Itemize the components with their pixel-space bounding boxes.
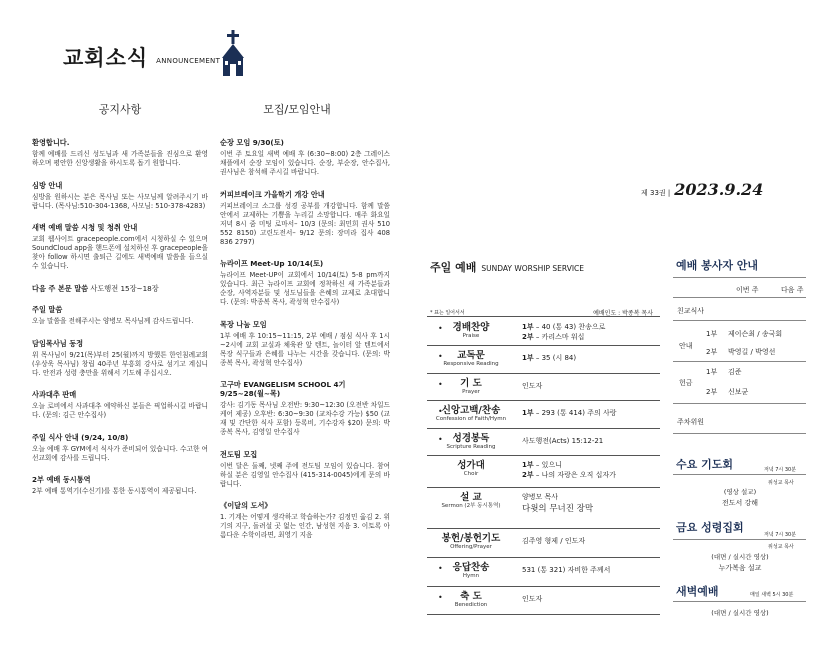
notice-item [220,380,390,437]
stand-marker: • [438,564,443,573]
notice-title-text: 고구마 EVANGELISM SCHOOL 4기 9/25~28(월~목) [220,380,346,398]
worship-item-name [427,433,515,451]
offering-2-names: 신보균 [728,388,749,396]
service-part: 1부 [522,461,534,469]
worship-item-name [427,322,515,340]
stand-marker: • [438,352,443,361]
wednesday-title: 수요 기도회 [676,458,733,471]
worship-item-ko: 응답찬송 [452,562,490,573]
standing-note: * 표는 일어서서 [430,310,465,316]
worship-item-detail: – 있으니 [533,461,562,469]
notice-body: 위 목사님이 9/21(목)부터 25(월)까지 방했튼 한인침례교회(우상욱 목사님) 창립 40주년 부흥회 강사로 섬기고 계십니다. 안전과 성령 충만을 위해서 기도해 주십시오. [32,350,208,377]
worship-item-detail: 김주영 형제 / 인도자 [522,537,586,545]
notice-item [32,475,208,496]
worship-item-detail: 사도행전(Acts) 15:12-21 [522,437,604,445]
recruit-title: 모집/모임안내 [263,103,331,116]
notice-body: 심방을 원하시는 분은 목사님 또는 사모님께 알려주시기 바랍니다. (목사님:510-304-1368, 사모님: 510-378-4283) [32,192,208,210]
worship-item-en: Choir [463,471,479,477]
notice-body: 1. 기계는 어떻게 생각하고 학습하는가? 김정민 옮김 2. 위기의 지구, 돌려설 곳 없는 인간, 남성현 지음 3. 이토록 아름다운 수학이라면, 최영기 지음 [220,513,390,539]
notice-title-text: 순장 모임 9/30(토) [220,138,284,147]
notice-title-text: 주일 식사 안내 (9/24, 10/8) [32,432,129,442]
notice-title [32,138,208,147]
notice-body: 교회 웹사이트 gracepeople.com에서 시청하실 수 있으며 SoundCloud app을 핸드폰에 설치하신 후 gracepeople을 찾아 follow 하시면 출퇴근 길에도 새벽예배 말씀을 들으실 수 있습니다. [32,235,208,270]
service-part: 2부 [522,471,534,479]
worship-item-content [522,436,603,446]
notice-item [32,390,208,420]
worship-item-name [427,350,515,368]
stand-marker: • [438,435,443,444]
notice-title-text: 환영합니다. [32,138,70,147]
notice-body: 이번 달은 둘째, 넷째 주에 전도팀 모임이 있습니다. 참여 하실 분은 김영일 안수집사 (415-314-0045)에게 문의 바랍니다. [220,461,390,488]
notice-title-detail: 사도행전 15장~18장 [88,283,159,293]
notice-item [220,450,390,489]
notice-title [32,305,208,314]
worship-item-name [427,533,515,551]
notice-body: 오늘 말씀을 전해주시는 양병모 목사님께 감사드립니다. [32,317,194,325]
worship-item-ko: 축 도 [460,591,482,602]
worship-item-name [427,591,515,609]
friday-leader: 위성교 목사 [768,544,794,550]
greeting-label: 친교식사 [677,307,705,315]
worship-item-ko: 신앙고백/찬송 [441,405,501,416]
friday-speaker: 누가복음 설교 [718,564,762,572]
notice-item [32,181,208,211]
divider [673,539,806,540]
worship-item-content [522,353,576,363]
divider [673,403,806,404]
notice-title-text: 커피브레이크 가을학기 개강 안내 [220,189,325,199]
notice-title-text: 심방 안내 [32,180,63,190]
offering-2-label: 2부 [706,388,718,396]
this-week-header: 이번 주 [736,286,759,294]
notice-title [32,223,208,232]
notice-body: 뉴라이프 Meet-UP이 교회에서 10/14(토) 5-8 pm까지 있습니다. 최근 뉴라이프 교회에 정착하신 새 가족분들과 순장, 사역자분들 및 성도님들을 은혜의 교제로 초대합니다. (문의: 박종복 목사, 곽성혁 안수집사) [220,271,390,306]
worship-item-ko: 설 교 [460,492,482,503]
notice-body: 강사: 김기동 목사님 오전반: 9:30~12:30 (오전반 차일드 케어 제공) 오후반: 6:30~9:30 (교차수강 가능) $50 (교재 및 간단한 식사 포함) 등록비, 기수강자 $20) 문의: 박종복 목사, 김영일 안수집사 [220,401,390,436]
guide-1-label: 1부 [706,330,718,338]
notice-title-text: 2부 예배 동시통역 [32,475,91,484]
worship-item-detail: – 35 (시 84) [533,354,577,362]
worship-title-en: SUNDAY WORSHIP SERVICE [481,264,585,273]
notice-title [32,475,208,484]
worship-item-en: Offering/Prayer [450,544,492,550]
service-title: 예배 봉사자 안내 [676,259,759,272]
worship-item-ko: 성경봉독 [452,433,490,444]
service-part: 2부 [522,333,534,341]
worship-item-detail: – 40 (통 43) 찬송으로 [533,323,606,331]
notice-title [220,450,390,459]
recruit-column [220,138,390,553]
divider [427,400,660,401]
worship-item-en: Sermon (2부 동시통역) [441,503,501,509]
worship-item-content [522,322,605,342]
notice-body: 2부 예배 통역기(수신기)를 통한 동시통역이 제공됩니다. [32,487,197,495]
divider [673,320,806,321]
divider [673,474,806,475]
worship-item-name [427,460,515,478]
guide-2-label: 2부 [706,348,718,356]
worship-item-name [427,562,515,580]
notice-title-text: 새벽 예배 말씀 시청 및 청취 안내 [32,223,138,232]
worship-item-detail: – 293 (통 414) 주의 사랑 [533,409,617,417]
divider [673,361,806,362]
notice-title-text: 사과대추 판매 [32,390,77,399]
dawn-sub: (대면 / 실시간 영상) [711,609,769,617]
next-week-header: 다음 주 [781,286,804,294]
friday-title: 금요 성령집회 [676,521,744,534]
notice-body: 커피브레이크 소그룹 성경 공부를 개강합니다. 함께 말씀 안에서 교제하는 기쁨을 누리길 소망합니다. 매주 화요일 저녁 8시 줌 미팅 로마서– 10/3 (문의: 최민희 권사 510 552 8150) 고린도전서– 9/12 문의: 장미라 집사 408 836 2797) [220,201,390,246]
page-header [63,46,220,70]
wednesday-sub: (영상 설교) [723,488,757,496]
parking-label: 주차위원 [677,418,705,426]
worship-item-content [522,536,585,546]
worship-item-content [522,408,617,418]
notice-item [32,433,208,463]
page-subtitle: ANNOUNCEMENT [156,57,221,65]
divider [427,428,660,429]
worship-item-en: Hymn [462,573,480,579]
stand-marker: • [438,380,443,389]
page-title: 교회소식 [63,46,149,70]
notice-item [32,339,208,378]
notice-title [32,181,208,190]
worship-item-content [522,381,542,391]
divider [427,557,660,558]
guide-label: 안내 [679,342,693,350]
divider [427,373,660,374]
worship-item-content [522,492,593,514]
divider [673,297,806,298]
worship-item-en: Benediction [454,602,488,608]
worship-item-detail: 인도자 [522,382,543,390]
worship-item-content [522,594,542,604]
notice-title [32,433,208,442]
notice-item [220,501,390,540]
notices-title: 공지사항 [98,103,142,116]
worship-item-ko: 봉헌/봉헌기도 [441,533,501,544]
worship-item-ko: 교독문 [457,350,485,361]
offering-1-names: 김준 [728,368,742,376]
notice-title-text: 뉴라이프 Meet-Up 10/14(토) [220,259,324,268]
worship-title-ko: 주일 예배 [430,261,477,274]
worship-leader: 예배인도 : 박종복 목사 [593,310,653,317]
notice-title [220,138,390,147]
divider [427,316,660,317]
notice-item [32,305,208,326]
service-part: 1부 [522,354,534,362]
worship-item-name [427,378,515,396]
guide-1-names: 제이슨최 / 송국회 [728,330,783,338]
notice-title [220,320,390,329]
notice-body: 1부 예배 후 10:15~11:15, 2부 예배 / 점심 식사 후 1시~2시에 교회 교실과 체육관 앞 텐트, 놀이터 앞 텐트에서 목장 식구들과 은혜를 나누는 시간을 갖습니다. (문의: 박종복 목사, 곽성혁 안수집사) [220,331,390,367]
notice-title-text: 담임목사님 동정 [32,338,84,348]
service-part: 1부 [522,409,534,417]
service-part: 1부 [522,323,534,331]
notice-title [32,339,208,348]
divider [673,601,806,602]
worship-item-name [427,405,515,423]
dawn-time: 매일 새벽 5시 30분 [750,592,794,598]
notice-title [32,284,208,293]
worship-item-detail: 양병모 목사 [522,493,559,501]
notice-title [220,190,390,199]
divider [427,614,660,615]
notice-title [32,390,208,399]
notice-body: 오늘 로비에서 사과대추 예약하신 분들은 픽업하시길 바랍니다. (문의: 김근 안수집사) [32,402,208,419]
notice-body: 오늘 예배 후 GYM에서 식사가 준비되어 있습니다. 수고한 여선교회에 감사를 드립니다. [32,444,208,462]
worship-item-en: Praise [462,333,480,339]
notice-body: 이번 주 토요일 새벽 예배 후 (6:30~8:00) 2층 그레이스 채플에서 순장 모임이 있습니다. 순장, 부순장, 안수집사, 권사님은 참석해 주시길 바랍니다. [220,150,390,176]
notice-item [220,138,390,177]
stand-marker: • [438,324,443,333]
worship-item-en: Prayer [462,389,480,395]
wednesday-time: 저녁 7시 30분 [764,467,797,473]
notice-title-text: 《이달의 도서》 [220,501,272,510]
notice-title-text: 주일 말씀 [32,305,63,314]
worship-item-en: Scripture Reading [446,444,496,450]
divider [673,277,806,278]
notice-body: 함께 예배를 드리신 성도님과 새 가족분들을 진심으로 환영하오며 평안한 신앙생활을 하시도록 돕기 원합니다. [32,150,208,167]
wednesday-leader: 위성교 목사 [768,480,794,486]
wednesday-speaker: 전도서 강해 [721,499,759,507]
worship-item-content [522,460,616,480]
notice-title [220,259,390,268]
worship-item-detail: – 카리스마 워십 [533,333,585,341]
notice-item [220,259,390,307]
offering-1-label: 1부 [706,368,718,376]
worship-title [430,259,584,275]
worship-item-en: Responsive Reading [443,361,499,367]
notice-title [220,501,390,510]
worship-item-detail: 다윗의 무너진 장막 [522,504,594,514]
dawn-title: 새벽예배 [676,585,719,598]
notice-item [220,190,390,247]
guide-2-names: 박영길 / 박영선 [728,348,776,356]
worship-item-name [427,492,515,510]
stand-marker: • [438,407,443,416]
worship-item-detail: 인도자 [522,595,543,603]
notice-item [32,284,208,293]
worship-item-ko: 경배찬양 [452,322,490,333]
stand-marker: • [438,593,443,602]
notice-item [220,320,390,368]
notice-item [32,138,208,168]
notices-column [32,138,208,509]
worship-item-en: Confession of Faith/Hymn [435,416,507,422]
divider [427,586,660,587]
church-icon [213,28,253,78]
worship-item-ko: 기 도 [460,378,482,389]
issue-info [641,180,763,199]
divider [427,528,660,529]
divider [427,455,660,456]
friday-time: 저녁 7시 30분 [764,532,797,538]
worship-item-detail: – 나의 자랑은 오직 십자가 [533,471,616,479]
notice-item [32,223,208,271]
notice-title-text: 전도팀 모집 [220,449,258,459]
divider [673,433,806,434]
divider [427,487,660,488]
offering-label: 헌금 [679,379,693,387]
issue-date: 2023.9.24 [674,180,764,199]
worship-item-content [522,565,610,575]
notice-title-text: 다음 주 본문 말씀 [32,283,89,293]
divider [427,345,660,346]
notice-title-text: 목장 나눔 모임 [220,319,267,329]
worship-item-ko: 성가대 [457,460,485,471]
volume-label: 제 33권 | [641,189,671,197]
friday-sub: (대면 / 실시간 영상) [711,553,769,561]
worship-item-detail: 531 (통 321) 자비한 주께서 [522,566,611,574]
notice-title [220,380,390,398]
